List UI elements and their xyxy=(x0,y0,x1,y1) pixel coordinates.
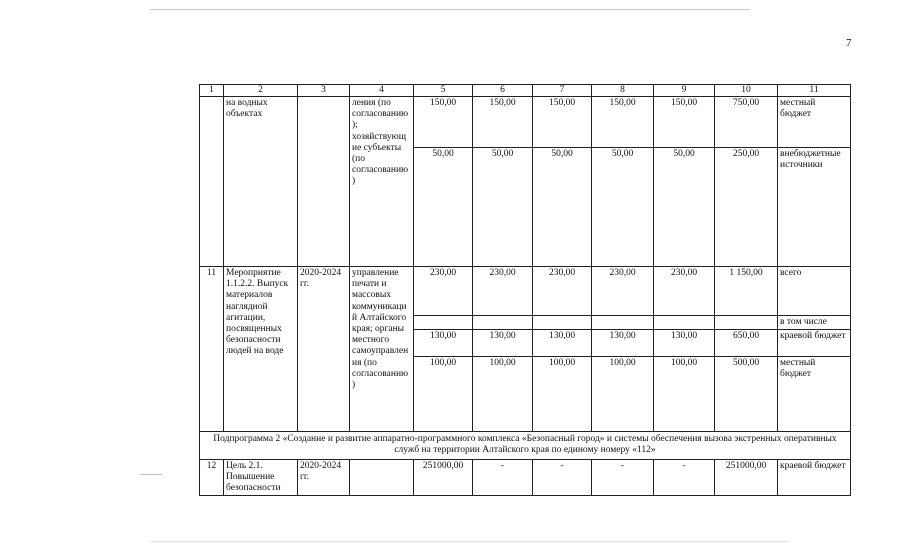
r11-regional-2022: 130,00 xyxy=(533,330,592,357)
cont-local-2024: 150,00 xyxy=(654,97,715,148)
r11-including-2023 xyxy=(592,316,654,330)
r11-regional-2021: 130,00 xyxy=(473,330,533,357)
r11-total-2022: 230,00 xyxy=(533,267,592,316)
subprogram-row xyxy=(200,432,851,459)
r11-regional-total: 650,00 xyxy=(715,330,778,357)
r11-regional-2023: 130,00 xyxy=(592,330,654,357)
r11-including-2024 xyxy=(654,316,715,330)
scan-artifact-left xyxy=(140,474,162,475)
r11-num-cell: 11 xyxy=(200,267,224,432)
r11-local-2024: 100,00 xyxy=(654,357,715,432)
cont-offbudget-2021: 50,00 xyxy=(473,148,533,267)
scan-artifact-bottom xyxy=(150,541,790,542)
r11-regional-source: краевой бюджет xyxy=(778,330,851,357)
header-row xyxy=(200,85,851,97)
cont-executor-cell: ления (по согласованию); хозяйствующие субъекты (по согласованию) xyxy=(350,97,414,267)
header-col-8: 8 xyxy=(592,85,654,97)
r12-2023: - xyxy=(592,459,654,496)
r11-regional-2020: 130,00 xyxy=(414,330,473,357)
r12-num-cell: 12 xyxy=(200,459,224,496)
r12-2020: 251000,00 xyxy=(414,459,473,496)
cont-offbudget-2022: 50,00 xyxy=(533,148,592,267)
header-col-3: 3 xyxy=(298,85,350,97)
cont-local-2021: 150,00 xyxy=(473,97,533,148)
cont-offbudget-source: внебюджетные источники xyxy=(778,148,851,267)
header-col-11: 11 xyxy=(778,85,851,97)
r11-total-2020: 230,00 xyxy=(414,267,473,316)
r11-total-2021: 230,00 xyxy=(473,267,533,316)
cont-offbudget-2023: 50,00 xyxy=(592,148,654,267)
r11-name-cell: Мероприятие 1.1.2.2. Выпуск материалов наглядной агитации, посвященных безопасности людей на воде xyxy=(224,267,298,432)
scan-artifact-top xyxy=(150,9,750,10)
r11-total-total: 1 150,00 xyxy=(715,267,778,316)
r11-period-cell: 2020-2024 гг. xyxy=(298,267,350,432)
r11-local-2023: 100,00 xyxy=(592,357,654,432)
r12-executor-cell xyxy=(350,459,414,496)
r11-including-label: в том числе xyxy=(778,316,851,330)
cont-local-total: 750,00 xyxy=(715,97,778,148)
subprogram-title: Подпрограмма 2 «Создание и развитие аппаратно-программного комплекса «Безопасный город» и системы обеспечения вызова экстренных оперативных служб на территории Алтайского края по единому номеру «112» xyxy=(200,432,851,459)
table-row xyxy=(200,459,851,496)
cont-offbudget-total: 250,00 xyxy=(715,148,778,267)
r11-executor-cell: управление печати и массовых коммуникаций Алтайского края; органы местного самоуправления (по согласованию) xyxy=(350,267,414,432)
header-col-6: 6 xyxy=(473,85,533,97)
header-col-10: 10 xyxy=(715,85,778,97)
cont-name-cell: на водных объектах xyxy=(224,97,298,267)
r12-source: краевой бюджет xyxy=(778,459,851,496)
header-col-1: 1 xyxy=(200,85,224,97)
r12-2022: - xyxy=(533,459,592,496)
r11-local-total: 500,00 xyxy=(715,357,778,432)
r11-local-2020: 100,00 xyxy=(414,357,473,432)
cont-local-2022: 150,00 xyxy=(533,97,592,148)
cont-local-2023: 150,00 xyxy=(592,97,654,148)
r11-total-source: всего xyxy=(778,267,851,316)
r11-including-2022 xyxy=(533,316,592,330)
r12-period-cell: 2020-2024 гг. xyxy=(298,459,350,496)
table-row xyxy=(200,97,851,148)
r11-total-2024: 230,00 xyxy=(654,267,715,316)
header-col-2: 2 xyxy=(224,85,298,97)
r11-total-2023: 230,00 xyxy=(592,267,654,316)
cont-offbudget-2024: 50,00 xyxy=(654,148,715,267)
r11-including-2021 xyxy=(473,316,533,330)
r11-local-2021: 100,00 xyxy=(473,357,533,432)
header-col-4: 4 xyxy=(350,85,414,97)
r12-name-cell: Цель 2.1. Повышение безопасности xyxy=(224,459,298,496)
page-number: 7 xyxy=(846,37,852,49)
cont-local-2020: 150,00 xyxy=(414,97,473,148)
budget-table xyxy=(199,84,851,496)
cont-offbudget-2020: 50,00 xyxy=(414,148,473,267)
r11-including-total xyxy=(715,316,778,330)
cont-num-cell xyxy=(200,97,224,267)
header-col-7: 7 xyxy=(533,85,592,97)
r11-including-2020 xyxy=(414,316,473,330)
header-col-5: 5 xyxy=(414,85,473,97)
r11-local-2022: 100,00 xyxy=(533,357,592,432)
r12-2024: - xyxy=(654,459,715,496)
cont-period-cell xyxy=(298,97,350,267)
table-row xyxy=(200,267,851,316)
header-col-9: 9 xyxy=(654,85,715,97)
cont-local-source: местный бюджет xyxy=(778,97,851,148)
r12-2021: - xyxy=(473,459,533,496)
r11-local-source: местный бюджет xyxy=(778,357,851,432)
r12-total: 251000,00 xyxy=(715,459,778,496)
r11-regional-2024: 130,00 xyxy=(654,330,715,357)
